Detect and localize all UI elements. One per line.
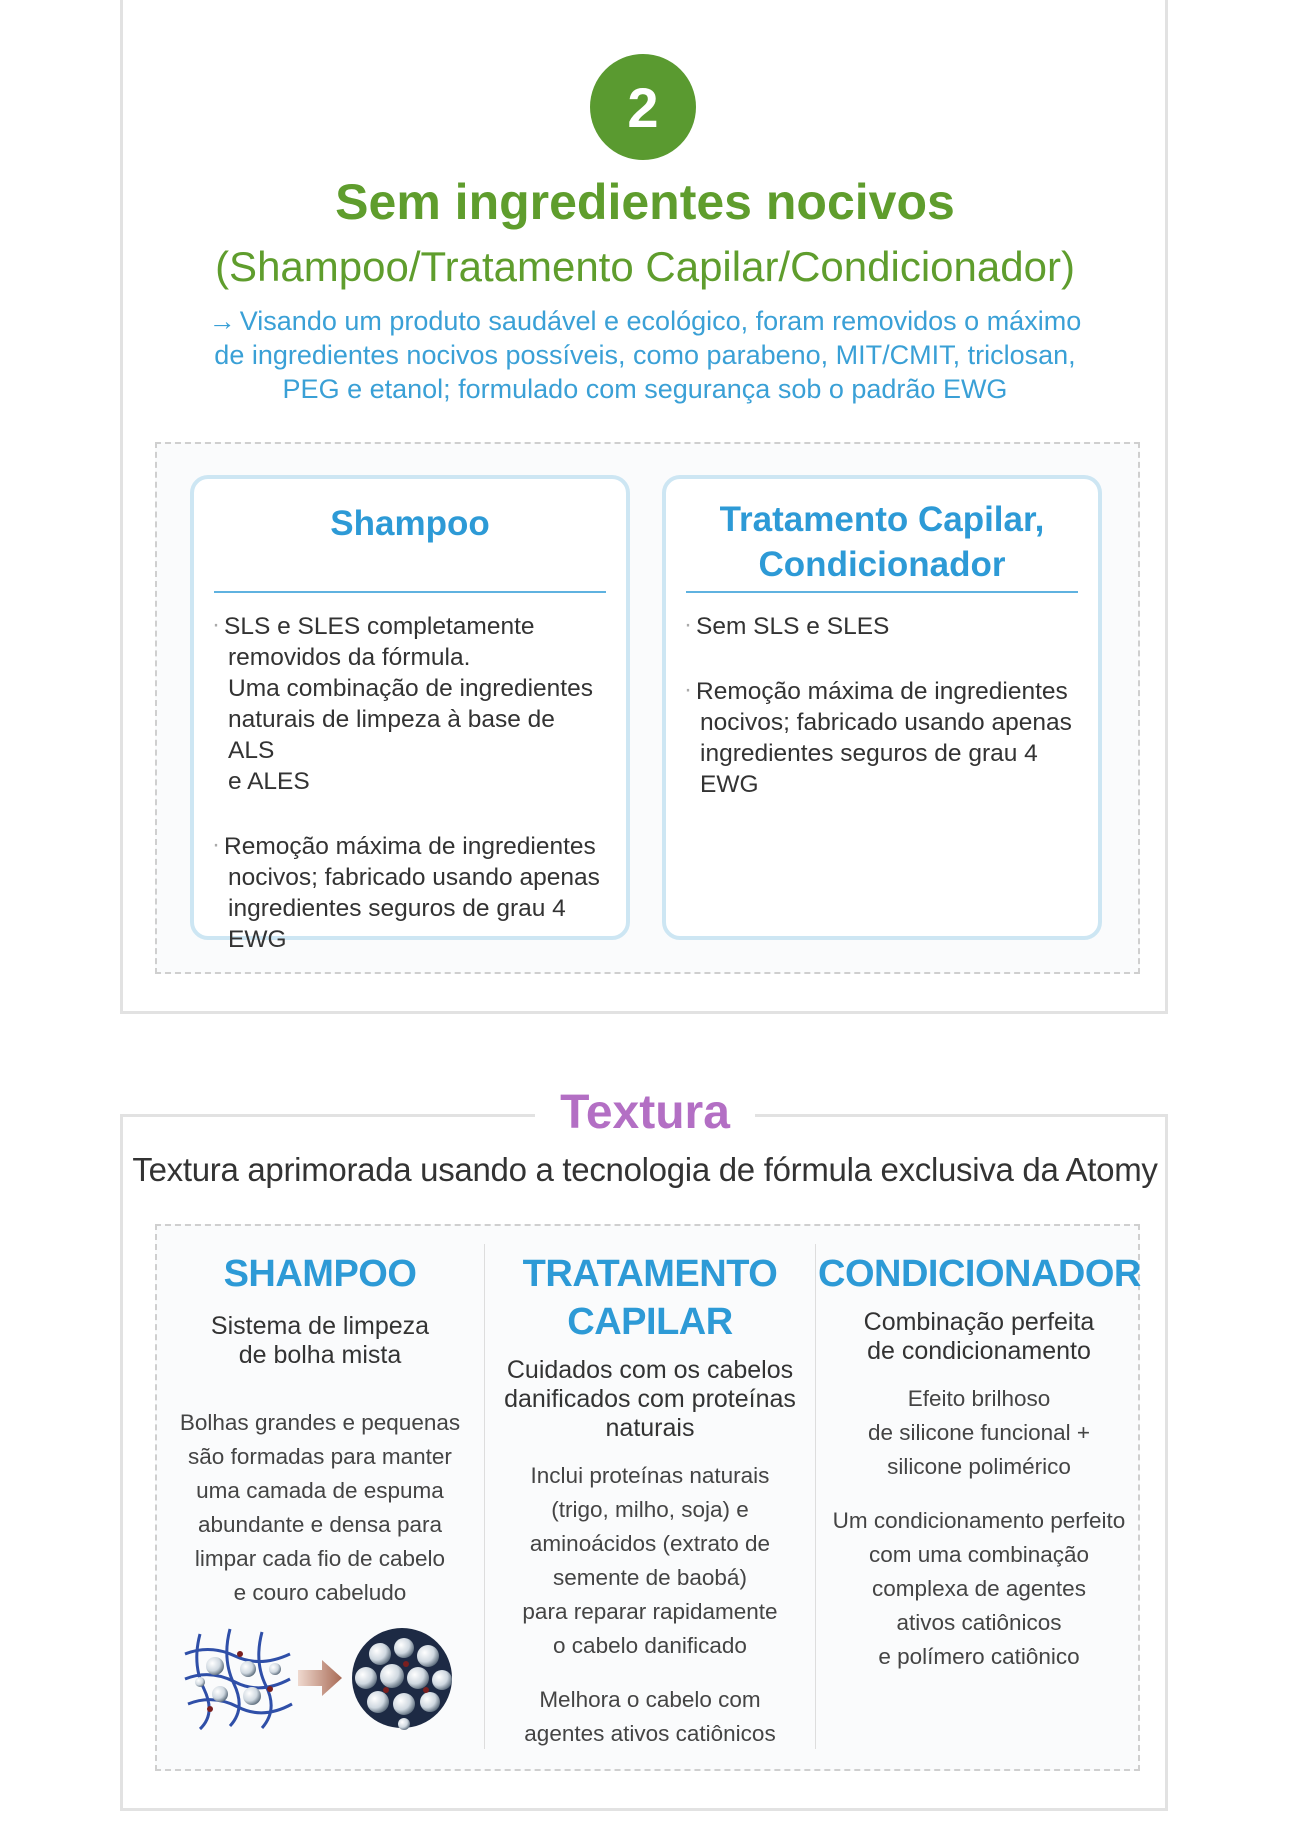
texture-subtitle: Textura aprimorada usando a tecnologia de fórmula exclusiva da Atomy <box>132 1151 1158 1188</box>
card-list <box>212 611 606 989</box>
section-description: → Visando um produto saudável e ecológico, foram removidos o máximo de ingredientes nocivos possíveis, como parabeno, MIT/CMIT, triclosan, PEG e etanol; formulado com segurança sob o padrão EWG <box>208 306 1082 404</box>
list-item: · Sem SLS e SLES <box>684 611 1078 642</box>
shampoo-column <box>165 1250 475 1610</box>
section-subtitle: (Shampoo/Tratamento Capilar/Condicionador) <box>215 243 1075 290</box>
card-title: Shampoo <box>330 504 490 543</box>
arrow-right-icon: → <box>208 306 236 336</box>
card-title: Tratamento Capilar, Condicionador <box>719 500 1045 584</box>
column-body: Bolhas grandes e pequenas são formadas para manter uma camada de espuma abundante e densa para limpar cada fio de cabelo e couro cabeludo <box>179 1410 461 1605</box>
list-item: · Remoção máxima de ingredientes nocivos; fabricado usando apenas ingredientes seguros de grau 4 EWG <box>212 831 606 955</box>
section-title: Sem ingredientes nocivos <box>335 174 955 230</box>
list-item: · SLS e SLES completamente removidos da fórmula. Uma combinação de ingredientes naturais de limpeza à base de ALS e ALES <box>212 611 606 797</box>
conditioner-column <box>818 1250 1140 1674</box>
column-divider <box>484 1244 485 1749</box>
column-body: Efeito brilhoso de silicone funcional + silicone polimérico <box>867 1386 1091 1479</box>
column-title: CONDICIONADOR <box>818 1253 1141 1295</box>
treatment-conditioner-card <box>662 475 1102 940</box>
list-item: · Remoção máxima de ingredientes nocivos; fabricado usando apenas ingredientes seguros de grau 4 EWG <box>684 676 1078 800</box>
column-body: Inclui proteínas naturais (trigo, milho, soja) e aminoácidos (extrato de semente de baobá) para reparar rapidamente o cabelo danificado <box>522 1463 778 1658</box>
column-title: TRATAMENTO CAPILAR <box>522 1253 778 1343</box>
divider <box>686 591 1078 593</box>
mixed-bubble-illustration-icon <box>180 1624 465 1732</box>
column-subtitle: Sistema de limpeza de bolha mista <box>210 1312 430 1369</box>
column-body-extra: Um condicionamento perfeito com uma combinação complexa de agentes ativos catiônicos e polímero catiônico <box>832 1508 1126 1669</box>
column-divider <box>815 1244 816 1749</box>
divider <box>214 591 606 593</box>
treatment-column <box>495 1250 805 1751</box>
shampoo-card <box>190 475 630 953</box>
column-title: SHAMPOO <box>223 1253 417 1295</box>
column-subtitle: Cuidados com os cabelos danificados com proteínas naturais <box>504 1356 796 1442</box>
column-subtitle: Combinação perfeita de condicionamento <box>863 1308 1095 1365</box>
step-number-badge: 2 <box>590 54 696 160</box>
texture-title: Textura <box>535 1082 755 1144</box>
column-body-extra: Melhora o cabelo com agentes ativos catiônicos <box>524 1687 776 1746</box>
card-list <box>684 611 1078 834</box>
